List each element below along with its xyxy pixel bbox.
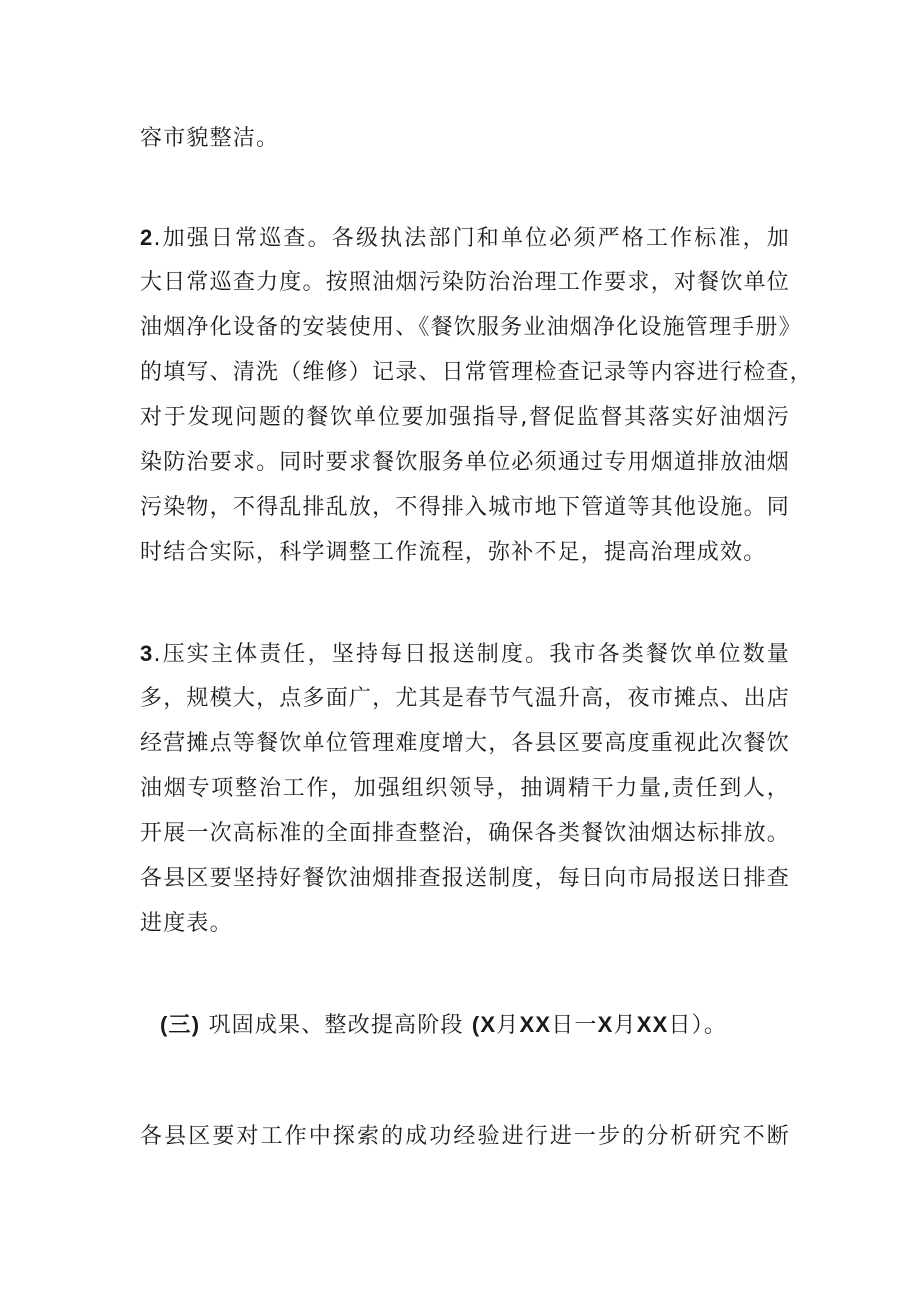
paragraph-2-line-1 xyxy=(140,223,790,254)
item-number: 2 xyxy=(140,225,154,250)
text-line: 各县区要坚持好餐饮油烟排查报送制度，每日向市局报送日排查 xyxy=(140,866,790,891)
text-run: .压实主体责任，坚持每日报送制度。我市各类餐饮单位数量 xyxy=(153,642,790,667)
text-line: 经营摊点等餐饮单位管理难度增大，各县区要高度重视此次餐饮 xyxy=(140,731,790,756)
text-line: 油烟专项整治工作，加强组织领导，抽调精干力量,责任到人， xyxy=(140,776,790,801)
heading-prefix: (三) xyxy=(160,1012,201,1037)
date-part: 日一 xyxy=(551,1013,598,1038)
date-part: X xyxy=(597,1012,614,1037)
text-run: .加强日常巡查。各级执法部门和单位必须严格工作标准，加 xyxy=(153,226,790,251)
text-line: 污染物，不得乱排乱放，不得排入城市地下管道等其他设施。同 xyxy=(140,495,790,520)
text-line: 油烟净化设备的安装使用、《餐饮服务业油烟净化设施管理手册》 xyxy=(140,315,802,340)
date-part: (X xyxy=(471,1012,497,1037)
date-part: 月 xyxy=(613,1013,637,1038)
date-part: XX xyxy=(636,1012,669,1037)
text-line: 开展一次高标准的全面排查整治，确保各类餐饮油烟达标排放。 xyxy=(140,821,790,846)
section-heading xyxy=(160,1010,760,1041)
heading-text: 巩固成果、整改提高阶段 xyxy=(200,1013,472,1038)
text-line: 大日常巡查力度。按照油烟污染防治治理工作要求，对餐饮单位 xyxy=(140,270,790,295)
text-line: 各县区要对工作中探索的成功经验进行进一步的分析研究不断 xyxy=(140,1124,790,1149)
item-number: 3 xyxy=(140,641,154,666)
paragraph-3-line-1 xyxy=(140,639,790,670)
text-line: 对于发现问题的餐饮单位要加强指导,督促监督其落实好油烟污 xyxy=(140,405,790,430)
text-line: 染防治要求。同时要求餐饮服务单位必须通过专用烟道排放油烟 xyxy=(140,450,790,475)
text-line: 多，规模大，点多面广，尤其是春节气温升高，夜市摊点、出店 xyxy=(140,686,790,711)
text-line: 时结合实际，科学调整工作流程，弥补不足，提高治理成效。 xyxy=(140,540,767,565)
text-line: 的填写、清洗（维修）记录、日常管理检查记录等内容进行检查， xyxy=(140,360,813,385)
text-line: 容市貌整洁。 xyxy=(140,126,280,151)
date-part: 月 xyxy=(496,1013,520,1038)
text-line: 进度表。 xyxy=(140,911,233,936)
date-part: XX xyxy=(519,1012,552,1037)
date-part: 日）。 xyxy=(668,1013,728,1038)
